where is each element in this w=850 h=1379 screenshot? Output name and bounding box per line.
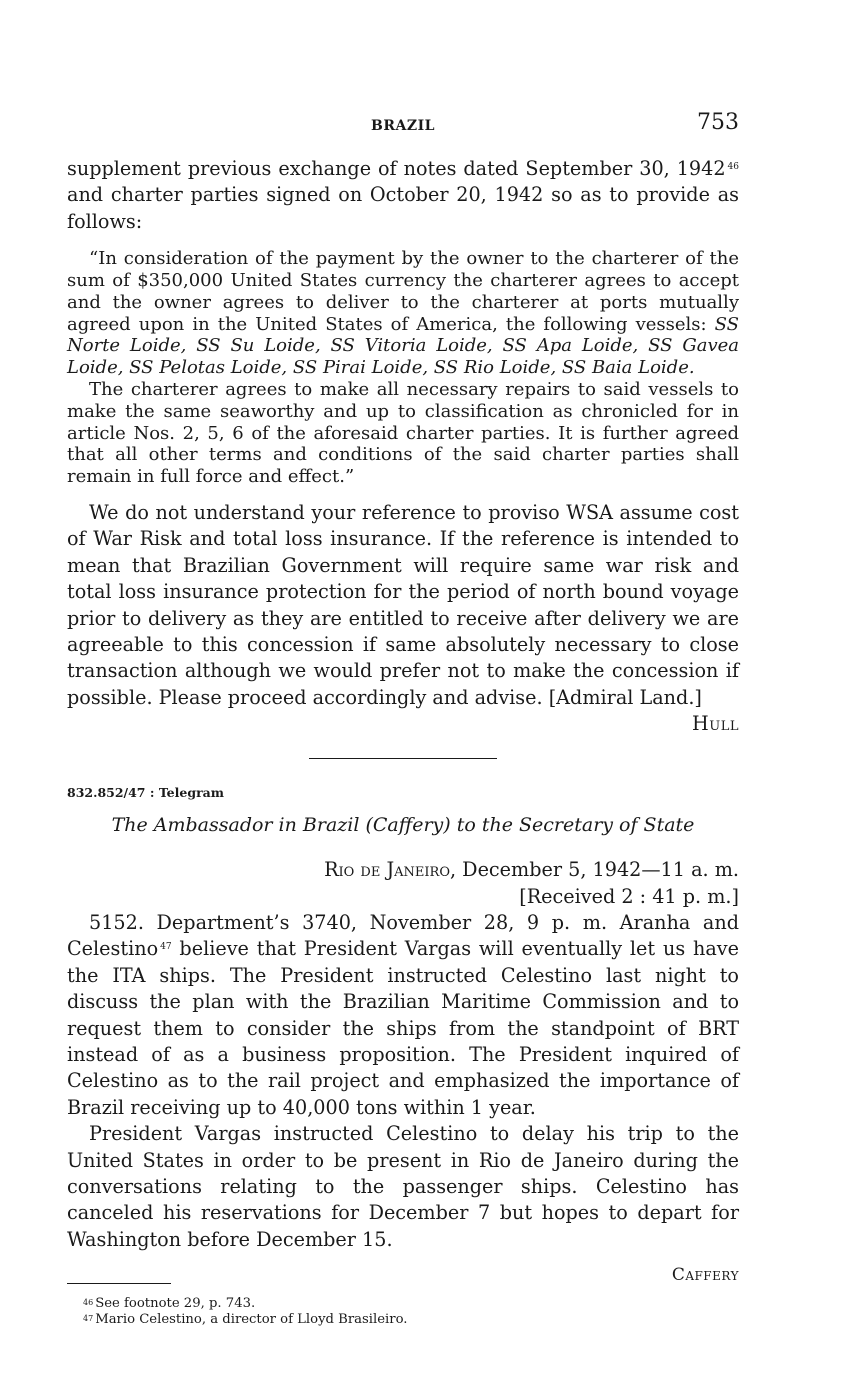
footnote-46 [83, 1296, 407, 1312]
quote-paragraph-1 [67, 248, 739, 379]
paragraph-text: 5152. Department’s 3740, November 28, 9 p. m. Aranha and Celestino [67, 910, 739, 961]
footnote-47 [83, 1312, 407, 1328]
dateline-place: Rio de Janeiro [324, 858, 450, 882]
quote-text: “In consideration of the payment by the owner to the charterer of the sum of $350,000 United States currency the charterer agrees to accept and the owner agrees to deliver to the charterer at ports mutually agreed upon in the United States of America, the following vessels: [67, 248, 739, 335]
footnote-ref-46: 46 [727, 162, 739, 172]
dateline [67, 857, 739, 883]
continuation-paragraph [67, 156, 739, 235]
footnote-text: See footnote 29, p. 743. [95, 1296, 256, 1311]
footnote-divider [67, 1283, 171, 1284]
page-number: 753 [697, 110, 739, 135]
signature-hull: Hull [692, 712, 739, 736]
quoted-agreement [67, 248, 739, 488]
footnote-number: 47 [83, 1314, 94, 1323]
signature-caffery: Caffery [671, 1265, 739, 1285]
quote-paragraph-2: The charterer agrees to make all necessary repairs to said vessels to make the same seaworthy and up to classification as chronicled for in article Nos. 2, 5, 6 of the aforesaid charter parties. It is further agreed that all other terms and conditions of the said charter parties shall remain in full force and effect.” [67, 379, 739, 488]
reply-paragraph: We do not understand your reference to proviso WSA assume cost of War Risk and total loss insurance. If the reference is intended to mean that Brazilian Government will require same war risk and total loss insurance protection for the period of north bound voyage prior to delivery as they are entitled to receive after delivery we are agreeable to this concession if same absolutely necessary to close transaction although we would prefer not to make the concession if possible. Please proceed accordingly and advise. [Admiral Land.] [67, 500, 739, 709]
document-title: The Ambassador in Brazil (Caffery) to the Secretary of State [111, 814, 695, 837]
paragraph-text: believe that President Vargas will eventually let us have the ITA ships. The President instructed Celestino last night to discuss the plan with the Brazilian Maritime Commission and to request them to consider the ships from the standpoint of BRT instead of as a business proposition. The President inquired of Celestino as to the rail project and emphasized the importance of Brazil receiving up to 40,000 tons within 1 year. [67, 937, 739, 1119]
running-head [67, 110, 739, 140]
paragraph-text: supplement previous exchange of notes dated September 30, 1942 [67, 157, 726, 180]
dateline-date: , December 5, 1942—11 a. m. [449, 858, 739, 882]
telegram-paragraph-1 [67, 910, 739, 1121]
telegram-paragraph-2: President Vargas instructed Celestino to delay his trip to the United States in order to be present in Rio de Janeiro during the conversations relating to the passenger ships. Celestino has canceled his reservations for December 7 but hopes to depart for Washington before December 15. [67, 1122, 739, 1251]
section-divider [309, 758, 497, 760]
body-text [67, 156, 739, 1253]
paragraph-text: and charter parties signed on October 20, 1942 so as to provide as follows: [67, 183, 739, 233]
received-time: [Received 2 : 41 p. m.] [519, 884, 739, 908]
footnote-number: 46 [83, 1298, 94, 1307]
footnote-ref-47: 47 [160, 942, 172, 953]
footnotes [83, 1296, 407, 1328]
vessel-list: SS Norte Loide, SS Su Loide, SS Vitoria Loide, SS Apa Loide, SS Gavea Loide, SS Pelotas Loide, SS Pirai Loide, SS Rio Loide, SS Baia Loide. [67, 313, 739, 379]
file-reference: 832.852/47 : Telegram [67, 785, 224, 801]
footnote-text: Mario Celestino, a director of Lloyd Brasileiro. [95, 1312, 408, 1327]
running-title: BRAZIL [371, 118, 435, 134]
